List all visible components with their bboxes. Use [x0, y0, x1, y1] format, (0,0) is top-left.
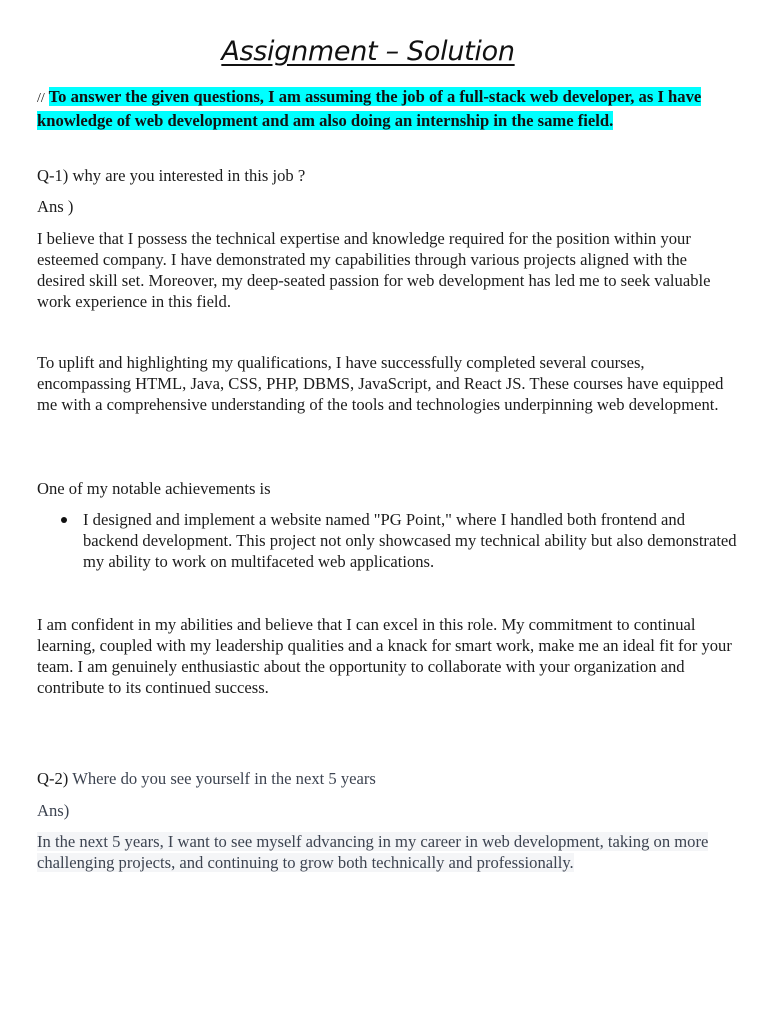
answer-2-label: Ans) [37, 801, 70, 820]
answer-2-shaded-text: In the next 5 years, I want to see myself advancing in my career in web development, taking on more challenging projects, and continuing to grow both technically and professionally. [37, 832, 709, 872]
list-item-text: I designed and implement a website named "PG Point," where I handled both frontend and backend development. This project not only showcased my technical ability but also demonstrated my ability to work on multifaceted web applications. [83, 510, 737, 571]
answer-1-paragraph-2: To uplift and highlighting my qualifications, I have successfully completed several courses, encompassing HTML, Java, CSS, PHP, DBMS, JavaScript, and React JS. These courses have equipped me with a comprehensive understanding of the tools and technologies underpinning web development. [37, 353, 724, 414]
assumption-note [37, 86, 737, 132]
answer-1-closing-paragraph: I am confident in my abilities and believe that I can excel in this role. My commitment to continual learning, coupled with my leadership qualities and a knack for smart work, make me an ideal fit for your team. I am genuinely enthusiastic about the opportunity to collaborate with your organization and contribute to its continued success. [37, 615, 732, 697]
answer-1-label: Ans ) [37, 197, 74, 216]
question-2 [37, 768, 376, 789]
question-2-text: Where do you see yourself in the next 5 years [72, 769, 376, 788]
answer-2-text [37, 831, 737, 873]
list-item [37, 509, 737, 572]
question-1: Q-1) why are you interested in this job ? [37, 166, 306, 185]
answer-1-paragraph-1: I believe that I possess the technical expertise and knowledge required for the position within your esteemed company. I have demonstrated my capabilities through various projects aligned with the desired skill set. Moreover, my deep-seated passion for web development has led me to seek valuable work experience in this field. [37, 229, 711, 311]
achievements-list [37, 509, 737, 572]
comment-slashes: // [37, 91, 45, 106]
question-2-label: Q-2) [37, 769, 69, 788]
highlighted-assumption-text: To answer the given questions, I am assuming the job of a full-stack web developer, as I have knowledge of web development and am also doing an internship in the same field. [37, 87, 702, 130]
bullet-icon [61, 517, 67, 523]
document-title: Assignment – Solution [221, 36, 515, 67]
answer-1-achievements-intro: One of my notable achievements is [37, 479, 271, 498]
